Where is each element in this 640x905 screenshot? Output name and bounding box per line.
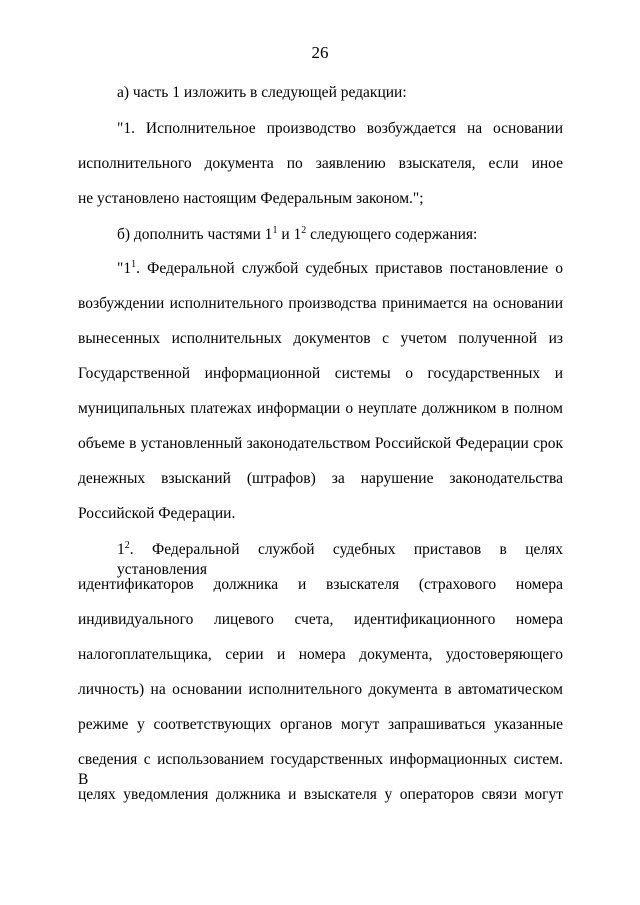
text-line-14 <box>117 540 563 580</box>
text-line-2: "1. Исполнительное производство возбуждается на основании <box>117 120 563 137</box>
superscript: 1 <box>272 224 278 236</box>
text-segment: . Федеральной службой судебных приставов постановление о <box>136 260 563 277</box>
text-line-15: идентификаторов должника и взыскателя (страхового номера <box>78 576 563 593</box>
text-segment: следующего содержания: <box>306 226 478 243</box>
text-line-5 <box>117 225 477 245</box>
text-line-1: а) часть 1 изложить в следующей редакции: <box>117 84 407 101</box>
text-line-7: возбуждении исполнительного производства принимается на основании <box>78 295 563 312</box>
text-line-11: объеме в установленный законодательством Российской Федерации срок <box>78 435 563 452</box>
text-line-17: налогоплательщика, серии и номера документа, удостоверяющего <box>78 646 563 663</box>
text-line-18: личность) на основании исполнительного документа в автоматическом <box>78 681 563 698</box>
text-segment: и 1 <box>277 226 302 243</box>
superscript: 1 <box>131 258 137 270</box>
text-line-16: индивидуального лицевого счета, идентификационного номера <box>78 611 563 628</box>
text-line-10: муниципальных платежах информации о неуплате должником в полном <box>78 400 563 417</box>
text-line-6 <box>117 259 563 279</box>
text-segment: "1 <box>117 260 132 277</box>
text-line-4: не установлено настоящим Федеральным законом."; <box>78 190 424 207</box>
text-line-20: сведения с использованием государственных информационных систем. В <box>78 751 563 788</box>
text-line-19: режиме у соответствующих органов могут запрашиваться указанные <box>78 716 563 733</box>
text-segment: 1 <box>117 541 125 558</box>
page-number: 26 <box>311 43 329 62</box>
text-line-21: целях уведомления должника и взыскателя у операторов связи могут <box>78 786 563 803</box>
text-segment: б) дополнить частями 1 <box>117 226 273 243</box>
superscript: 2 <box>301 224 307 236</box>
superscript: 2 <box>124 539 130 551</box>
text-line-3: исполнительного документа по заявлению взыскателя, если иное <box>78 155 563 172</box>
text-segment: . Федеральной службой судебных приставов в целях установления <box>117 541 563 578</box>
text-line-12: денежных взысканий (штрафов) за нарушение законодательства <box>78 470 563 487</box>
text-line-13: Российской Федерации. <box>78 505 236 522</box>
text-line-8: вынесенных исполнительных документов с учетом полученной из <box>78 330 563 347</box>
text-line-9: Государственной информационной системы о государственных и <box>78 365 563 382</box>
